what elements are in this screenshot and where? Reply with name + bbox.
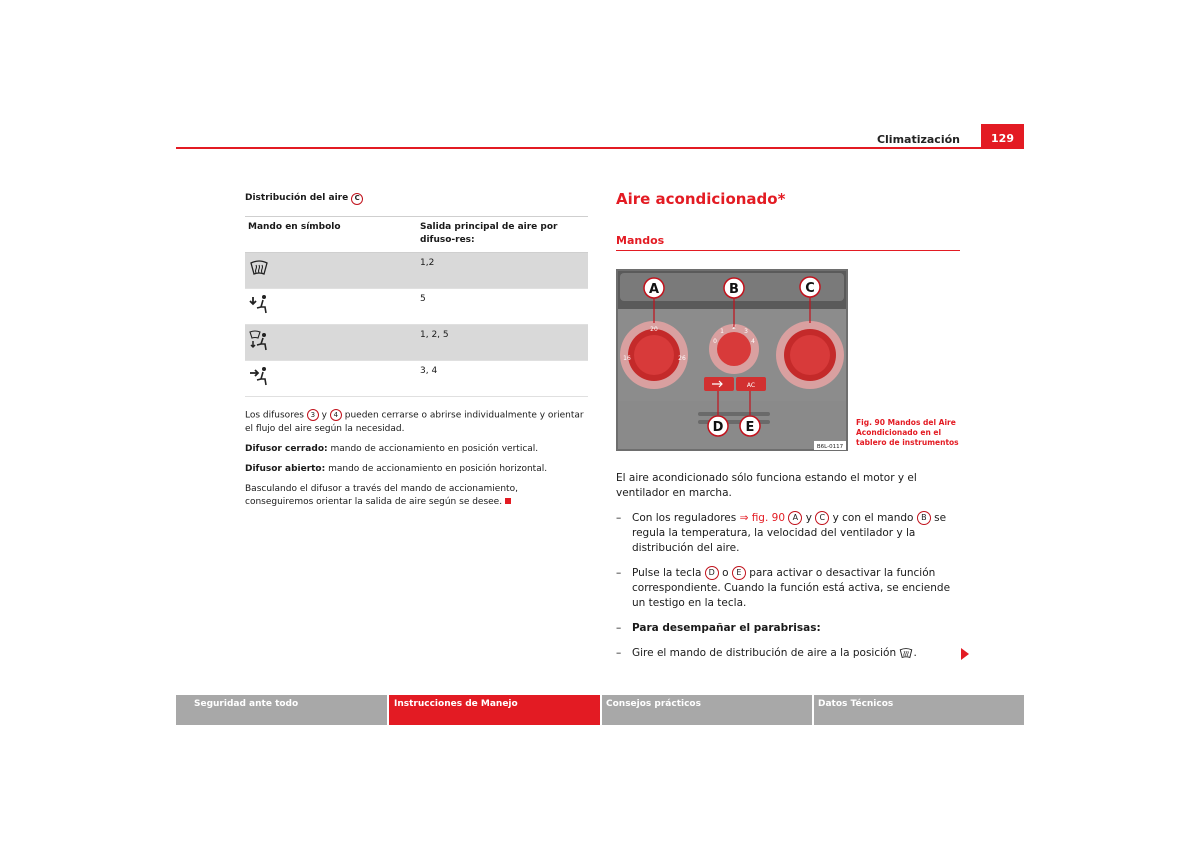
paragraph-tilting: Basculando el difusor a través del mando de accionamiento, conseguiremos orientar la salida de aire según se desee. xyxy=(245,483,518,507)
footer-tab-consejos[interactable]: Consejos prácticos xyxy=(602,695,812,725)
figure-reference-link[interactable]: ⇒ fig. 90 xyxy=(739,512,786,524)
list-item: – Para desempañar el parabrisas: xyxy=(616,621,960,636)
table-cell-value: 1,2 xyxy=(417,253,588,289)
callout-e: E xyxy=(745,420,755,435)
ac-controls-figure xyxy=(616,269,848,451)
table-row xyxy=(245,289,588,325)
footwell-air-icon xyxy=(248,293,270,315)
marker-e: E xyxy=(732,566,746,580)
knob-a-scale-20: 20 xyxy=(650,326,658,333)
right-body-text xyxy=(616,471,960,671)
marker-c: C xyxy=(351,193,363,205)
air-distribution-label xyxy=(245,192,588,205)
paragraph-diffusers: Los difusores 3 y 4 pueden cerrarse o abrirse individualmente y orientar el flujo del aire según la necesidad. xyxy=(245,410,584,434)
table-cell-value: 5 xyxy=(417,289,588,325)
list-item: – Gire el mando de distribución de aire a la posición . xyxy=(616,647,917,659)
table-row xyxy=(245,253,588,289)
section-title: Climatización xyxy=(876,133,960,146)
callout-c: C xyxy=(805,281,815,296)
footer-tab-datos[interactable]: Datos Técnicos xyxy=(814,695,1024,725)
defrost-footwell-air-icon xyxy=(248,329,270,351)
knob-a-scale-16: 16 xyxy=(623,355,631,362)
table-row xyxy=(245,361,588,397)
distribution-table xyxy=(245,216,588,397)
table-cell-value: 3, 4 xyxy=(417,361,588,397)
footer-tab-seguridad[interactable]: Seguridad ante todo xyxy=(176,695,387,725)
marker-a: A xyxy=(788,511,802,525)
knob-b-scale-1: 1 xyxy=(720,328,724,335)
table-row xyxy=(245,325,588,361)
intro-paragraph: El aire acondicionado sólo funciona estando el motor y el ventilador en marcha. xyxy=(616,472,917,499)
list-item: – Pulse la tecla D o E para activar o desactivar la función correspondiente. Cuando la función está activa, se enciende un testigo en la tecla. xyxy=(616,567,951,609)
face-air-icon xyxy=(248,365,270,387)
knob-b-scale-4: 4 xyxy=(751,338,755,345)
defog-heading: Para desempañar el parabrisas: xyxy=(632,622,821,634)
ac-button-label: AC xyxy=(746,382,756,389)
callout-a: A xyxy=(648,282,660,297)
knob-b-scale-0: 0 xyxy=(713,338,717,345)
marker-4: 4 xyxy=(330,409,342,421)
windshield-defrost-icon xyxy=(248,257,270,279)
paragraph-open: Difusor abierto: mando de accionamiento en posición horizontal. xyxy=(245,463,548,474)
table-cell-value: 1, 2, 5 xyxy=(417,325,588,361)
figure-caption: Fig. 90 Mandos del Aire Acondicionado en el tablero de instrumentos xyxy=(856,418,959,447)
page-number: 129 xyxy=(981,124,1024,148)
marker-c: C xyxy=(815,511,829,525)
table-header-outlet: Salida principal de aire por difuso-res: xyxy=(417,217,588,253)
subheading-mandos: Mandos xyxy=(616,234,960,251)
header-rule xyxy=(176,147,1024,149)
air-distribution-label-text: Distribución del aire xyxy=(245,193,349,203)
paragraph-closed: Difusor cerrado: mando de accionamiento en posición vertical. xyxy=(245,443,539,454)
table-header-symbol: Mando en símbolo xyxy=(245,217,417,253)
marker-b: B xyxy=(917,511,931,525)
right-column xyxy=(616,190,960,268)
knob-a-scale-26: 26 xyxy=(678,355,686,362)
callout-d: D xyxy=(712,420,724,435)
figure-code: B6L-0117 xyxy=(816,444,844,450)
list-item: – Con los reguladores ⇒ fig. 90 A y C y con el mando B se regula la temperatura, la velocidad del ventilador y la distribución del aire. xyxy=(616,512,947,554)
next-page-arrow-icon[interactable] xyxy=(961,648,969,660)
knob-b-scale-3: 3 xyxy=(744,328,748,335)
left-column xyxy=(245,192,588,516)
heading-aire-acondicionado: Aire acondicionado* xyxy=(616,190,786,208)
marker-3: 3 xyxy=(307,409,319,421)
knob-b-scale-2: 2 xyxy=(732,324,736,331)
callout-b: B xyxy=(729,282,739,297)
section-end-marker xyxy=(505,498,511,504)
marker-d: D xyxy=(705,566,719,580)
footer-tab-instrucciones[interactable]: Instrucciones de Manejo xyxy=(389,695,600,725)
windshield-defrost-icon xyxy=(899,647,913,659)
